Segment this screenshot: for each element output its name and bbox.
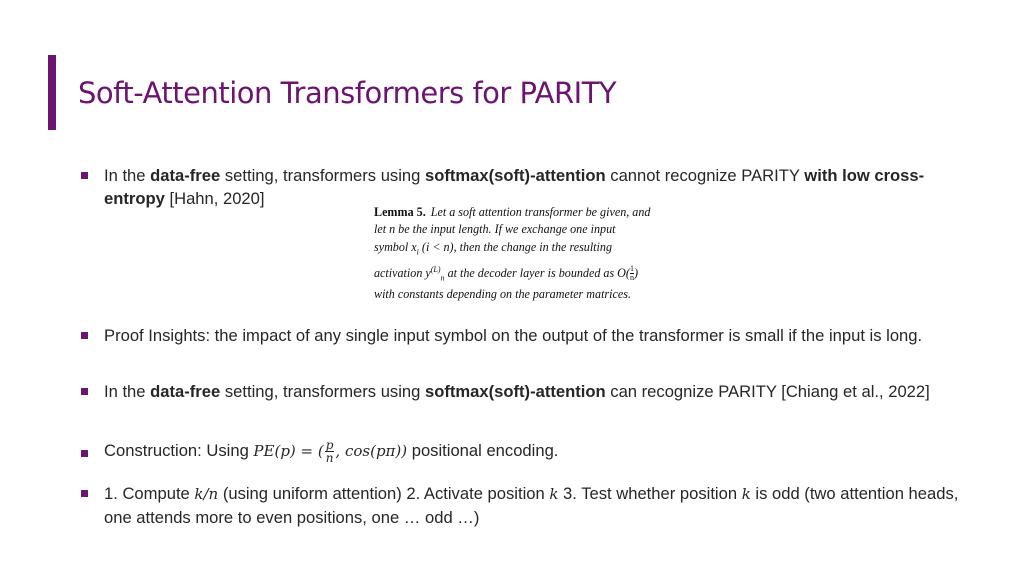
b4-math-rhs: , cos(pπ)) xyxy=(335,442,408,460)
b3-bold-softmax: softmax(soft)-attention xyxy=(424,382,606,401)
bullet-4 xyxy=(104,439,964,464)
bullet-2: Proof Insights: the impact of any single input symbol on the output of the transformer is small if the input is long. xyxy=(104,326,923,345)
b1-mid1: setting, transformers using xyxy=(220,166,425,185)
b4-math-lhs: PE(p) = ( xyxy=(253,442,324,460)
b1-mid2: cannot recognize PARITY xyxy=(605,166,805,185)
bullet-marker-2 xyxy=(81,332,88,339)
b3-pre: In the xyxy=(104,382,151,401)
lemma-box xyxy=(374,204,652,304)
b5-t1: 1. Compute xyxy=(104,484,195,503)
lemma-sub-n: n xyxy=(440,273,445,283)
bullet-marker-4 xyxy=(81,450,88,457)
b1-bold-cross-entropy: with low cross-entropy xyxy=(104,166,925,208)
b5-t2: (using uniform attention) 2. Activate position xyxy=(218,484,550,503)
b3-bold-data-free: data-free xyxy=(150,382,221,401)
lemma-sub-i: i xyxy=(416,247,419,257)
b4-fraction xyxy=(325,439,335,464)
lemma-part1: Let a soft attention transformer be given, and let n be the input length. If we exchange one input symbol x xyxy=(374,205,651,254)
b3-mid1: setting, transformers using xyxy=(220,382,425,401)
b5-t4: is odd (two attention heads, one attends more to even positions, one … odd …) xyxy=(104,484,959,527)
lemma-sup-L: (L) xyxy=(430,264,441,274)
b5-t3: 3. Test whether position xyxy=(558,484,742,503)
b1-pre: In the xyxy=(104,166,151,185)
lemma-part4: ) with constants depending on the parameter matrices. xyxy=(374,265,638,302)
lemma-part2: (i < n), then the change in the resulting activation y xyxy=(374,239,613,280)
lemma-label: Lemma 5. xyxy=(374,205,426,219)
b4-frac-num: p xyxy=(325,438,334,453)
lemma-part3: at the decoder layer is bounded as O( xyxy=(444,265,630,280)
bullet-marker-3 xyxy=(81,388,88,395)
lemma-frac-den: n xyxy=(629,273,634,283)
slide-title: Soft-Attention Transformers for PARITY xyxy=(78,76,617,110)
bullet-marker-1 xyxy=(81,172,88,179)
b3-post: can recognize PARITY [Chiang et al., 2022] xyxy=(605,382,930,401)
bullet-marker-5 xyxy=(81,490,88,497)
b1-post: [Hahn, 2020] xyxy=(164,189,265,208)
b5-m3: k xyxy=(741,485,751,503)
b4-frac-den: n xyxy=(325,451,334,466)
b1-bold-softmax: softmax(soft)-attention xyxy=(424,166,606,185)
lemma-frac-num: 1 xyxy=(629,264,634,274)
bullet-5 xyxy=(104,482,964,529)
b4-pre: Construction: Using xyxy=(104,441,254,460)
b4-post: positional encoding. xyxy=(407,441,559,460)
title-accent-bar xyxy=(48,55,56,130)
b5-m1: k/n xyxy=(194,485,219,503)
b1-bold-data-free: data-free xyxy=(150,166,221,185)
bullet-3 xyxy=(104,380,964,403)
b5-m2: k xyxy=(549,485,559,503)
